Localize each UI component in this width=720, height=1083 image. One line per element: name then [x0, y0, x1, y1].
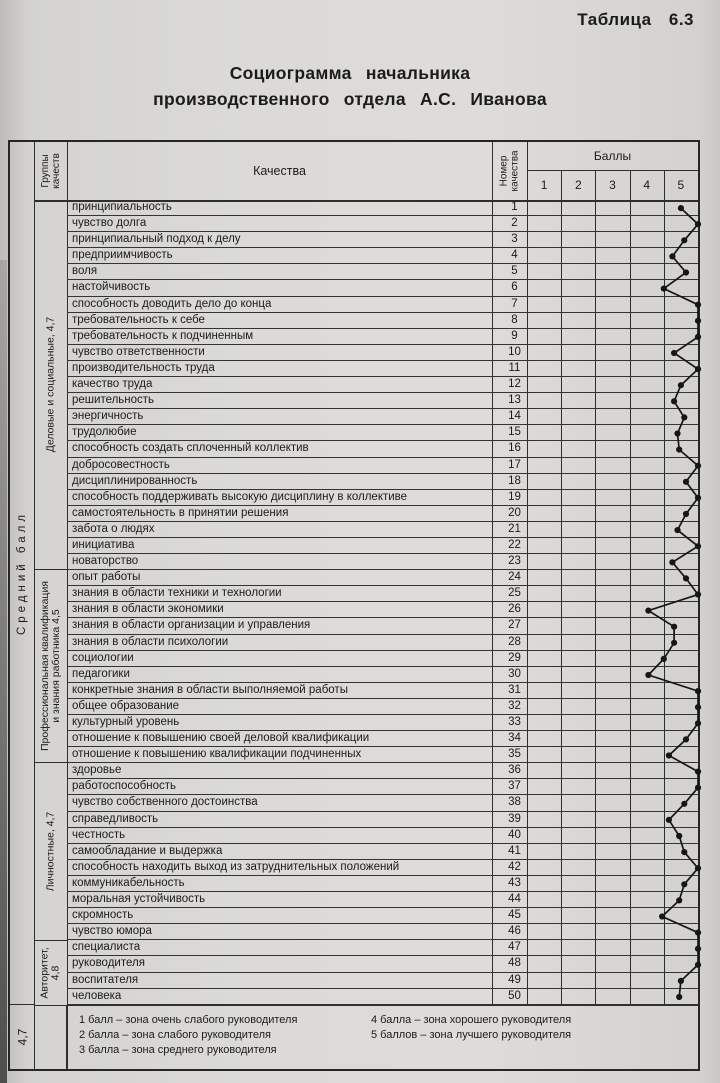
table-row [67, 844, 698, 860]
quality-number: 36 [508, 764, 521, 777]
quality-label: отношение к повышению квалификации подчиненных [72, 748, 362, 761]
quality-label: чувство юмора [72, 925, 152, 938]
quality-label: способность находить выход из затруднительных положений [72, 860, 400, 873]
quality-label: самообладание и выдержка [72, 844, 223, 857]
quality-number: 38 [508, 796, 521, 809]
score-col-header: 5 [677, 178, 685, 192]
table-row [67, 393, 698, 409]
quality-number: 3 [511, 233, 518, 246]
group-cell [35, 200, 67, 570]
quality-label: принципиальный подход к делу [72, 233, 241, 246]
table-row [67, 812, 698, 828]
quality-label: забота о людях [72, 522, 155, 535]
score-col-header: 3 [609, 178, 616, 192]
header-quality-number-label: Номер качества [498, 150, 521, 192]
table-row [67, 425, 698, 441]
average-score-column [10, 142, 35, 1069]
quality-number: 35 [508, 748, 521, 761]
table-row [67, 908, 698, 924]
quality-label: честность [72, 828, 126, 841]
table-row [67, 313, 698, 329]
quality-number: 19 [508, 490, 521, 503]
quality-label: инициатива [72, 538, 135, 551]
quality-number: 13 [508, 394, 521, 407]
legend-item: 1 балл – зона очень слабого руководителя [79, 1014, 298, 1026]
legend-item: 5 баллов – зона лучшего руководителя [371, 1029, 572, 1041]
quality-label: моральная устойчивость [72, 893, 206, 906]
quality-label: общее образование [72, 699, 180, 712]
quality-label: знания в области экономики [72, 603, 224, 616]
table-row [67, 570, 698, 586]
table-row [67, 522, 698, 538]
quality-number: 42 [508, 860, 521, 873]
quality-label: дисциплинированность [72, 474, 198, 487]
table-row [67, 458, 698, 474]
quality-label: требовательность к подчиненным [72, 329, 254, 342]
legend-item: 2 балла – зона слабого руководителя [79, 1029, 271, 1041]
quality-label: воля [72, 265, 98, 278]
quality-number: 41 [508, 844, 521, 857]
group-cell [35, 941, 67, 1005]
quality-number: 24 [508, 571, 521, 584]
table-row [67, 602, 698, 618]
groups-col [35, 200, 67, 1005]
quality-number: 22 [508, 538, 521, 551]
quality-label: опыт работы [72, 571, 141, 584]
group-cell [35, 764, 67, 941]
quality-label: способность поддерживать высокую дисциплину в коллективе [72, 490, 408, 503]
table-row [67, 490, 698, 506]
quality-number: 29 [508, 651, 521, 664]
legend-spacer-cell [35, 1006, 67, 1069]
quality-label: педагогики [72, 667, 130, 680]
group-label: Деловые и социальные, 4,7 [44, 316, 57, 453]
header-groups-label: Группы качеств [40, 153, 63, 189]
quality-label: способность создать сплоченный коллектив [72, 442, 309, 455]
average-score-label: Средний балл [16, 510, 28, 636]
quality-label: новаторство [72, 555, 139, 568]
quality-number: 31 [508, 683, 521, 696]
quality-label: здоровье [72, 764, 122, 777]
quality-label: трудолюбие [72, 426, 137, 439]
table-row [67, 264, 698, 280]
table-row [67, 618, 698, 634]
legend-item: 4 балла – зона хорошего руководителя [371, 1014, 572, 1026]
quality-number: 47 [508, 941, 521, 954]
page-edge-shadow [0, 260, 7, 1083]
quality-label: настойчивость [72, 281, 151, 294]
quality-number: 18 [508, 474, 521, 487]
grid-hline-scores-title [527, 170, 698, 171]
quality-number: 30 [508, 667, 521, 680]
quality-number: 15 [508, 426, 521, 439]
table-row [67, 409, 698, 425]
quality-number: 37 [508, 780, 521, 793]
quality-number: 10 [508, 345, 521, 358]
table-row [67, 924, 698, 940]
table-row [67, 232, 698, 248]
quality-number: 5 [511, 265, 518, 278]
average-score-total: 4,7 [15, 1028, 29, 1046]
quality-number: 33 [508, 716, 521, 728]
table-row [67, 329, 698, 345]
quality-label: энергичность [72, 410, 144, 423]
quality-number: 49 [508, 973, 521, 986]
table-main-area [35, 142, 698, 1069]
quality-label: предприимчивость [72, 249, 173, 262]
quality-label: воспитателя [72, 973, 139, 986]
table-row [67, 554, 698, 570]
sociogram-table [8, 140, 700, 1071]
quality-label: специалиста [72, 941, 141, 954]
quality-number: 16 [508, 442, 521, 455]
legend-row [35, 1005, 698, 1069]
quality-rows [67, 200, 698, 1005]
quality-number: 40 [508, 828, 521, 841]
quality-number: 32 [508, 699, 521, 712]
quality-number: 45 [508, 909, 521, 922]
quality-number: 11 [508, 361, 521, 374]
quality-number: 39 [508, 812, 521, 825]
table-row [67, 940, 698, 956]
quality-label: чувство собственного достоинства [72, 796, 258, 809]
table-row [67, 795, 698, 811]
table-caption: Таблица 6.3 [577, 10, 694, 29]
table-row [67, 441, 698, 457]
score-col-header: 4 [643, 178, 650, 192]
quality-label: знания в области психологии [72, 635, 229, 648]
quality-label: справедливость [72, 812, 159, 825]
table-row [67, 973, 698, 989]
table-row [67, 200, 698, 216]
score-col-header: 1 [540, 178, 548, 192]
quality-label: требовательность к себе [72, 313, 205, 326]
table-row [67, 651, 698, 667]
quality-label: чувство долга [72, 217, 147, 230]
quality-label: руководителя [72, 957, 145, 970]
quality-number: 8 [511, 313, 518, 326]
quality-number: 28 [508, 635, 521, 648]
group-label: Личностные, 4,7 [44, 811, 57, 892]
document-title [30, 60, 670, 112]
header-quality-number [492, 142, 527, 200]
quality-label: способность доводить дело до конца [72, 297, 272, 310]
table-row [67, 683, 698, 699]
quality-label: знания в области организации и управления [72, 619, 311, 632]
table-row [67, 779, 698, 795]
table-row [67, 280, 698, 296]
quality-label: производительность труда [72, 361, 215, 374]
quality-number: 9 [511, 329, 518, 342]
table-row [67, 361, 698, 377]
quality-number: 21 [508, 522, 521, 535]
quality-number: 25 [508, 587, 521, 600]
quality-label: чувство ответственности [72, 345, 205, 358]
legend-col-right [371, 1013, 663, 1069]
quality-number: 23 [508, 555, 521, 568]
table-row [67, 506, 698, 522]
quality-number: 17 [508, 458, 521, 471]
legend-content [67, 1006, 698, 1069]
quality-number: 26 [508, 603, 521, 616]
quality-number: 43 [508, 876, 521, 889]
average-score-total-cell [10, 1005, 34, 1069]
quality-number: 48 [508, 957, 521, 970]
quality-number: 12 [508, 378, 521, 391]
quality-number: 50 [508, 989, 521, 1002]
quality-number: 34 [508, 732, 521, 745]
quality-label: качество труда [72, 378, 153, 391]
quality-label: человека [72, 989, 122, 1002]
table-row [67, 731, 698, 747]
table-row [67, 297, 698, 313]
legend-col-left [79, 1013, 371, 1069]
quality-number: 7 [511, 297, 518, 310]
quality-label: принципиальность [72, 201, 172, 213]
group-label: Профессиональная квалификация и знания работника 4,5 [39, 581, 63, 752]
table-row [67, 828, 698, 844]
quality-number: 44 [508, 893, 521, 906]
table-row [67, 474, 698, 490]
quality-number: 14 [508, 410, 521, 423]
quality-number: 4 [511, 249, 518, 262]
quality-label: добросовестность [72, 458, 170, 471]
score-cols [527, 170, 698, 200]
quality-label: отношение к повышению своей деловой квалификации [72, 732, 370, 745]
group-cell [35, 570, 67, 763]
quality-number: 2 [511, 217, 518, 230]
table-row [67, 667, 698, 683]
quality-number: 6 [511, 281, 518, 294]
table-row [67, 715, 698, 731]
table-row [67, 747, 698, 763]
table-row [67, 345, 698, 361]
quality-label: социологии [72, 651, 134, 664]
table-row [67, 586, 698, 602]
table-row [67, 248, 698, 264]
table-row [67, 956, 698, 972]
quality-label: культурный уровень [72, 716, 180, 728]
quality-label: коммуникабельность [72, 876, 185, 889]
table-row [67, 989, 698, 1005]
quality-number: 46 [508, 925, 521, 938]
table-row [67, 216, 698, 232]
table-row [67, 876, 698, 892]
quality-label: самостоятельность в принятии решения [72, 506, 289, 519]
quality-number: 1 [511, 201, 518, 213]
table-row [67, 763, 698, 779]
score-col-header: 2 [574, 178, 582, 192]
group-label: Авторитет, 4,8 [39, 947, 62, 999]
table-row [67, 892, 698, 908]
header-qualities: Качества [253, 164, 306, 178]
document-title-line2: производственного отдела А.С. Иванова [153, 89, 547, 109]
table-row [67, 860, 698, 876]
quality-label: конкретные знания в области выполняемой работы [72, 683, 348, 696]
header-scores-group: Баллы [593, 149, 632, 163]
table-row [67, 538, 698, 554]
legend-item: 3 балла – зона среднего руководителя [79, 1044, 277, 1056]
average-score-label-cell [10, 142, 34, 1005]
quality-number: 20 [508, 506, 521, 519]
quality-label: знания в области техники и технологии [72, 587, 282, 600]
table-row [67, 699, 698, 715]
table-row [67, 377, 698, 393]
quality-label: решительность [72, 394, 155, 407]
quality-number: 27 [508, 619, 521, 632]
header-groups-of-qualities [35, 142, 67, 200]
table-row [67, 635, 698, 651]
quality-label: скромность [72, 909, 134, 922]
document-title-line1: Социограмма начальника [229, 63, 471, 83]
quality-label: работоспособность [72, 780, 177, 793]
